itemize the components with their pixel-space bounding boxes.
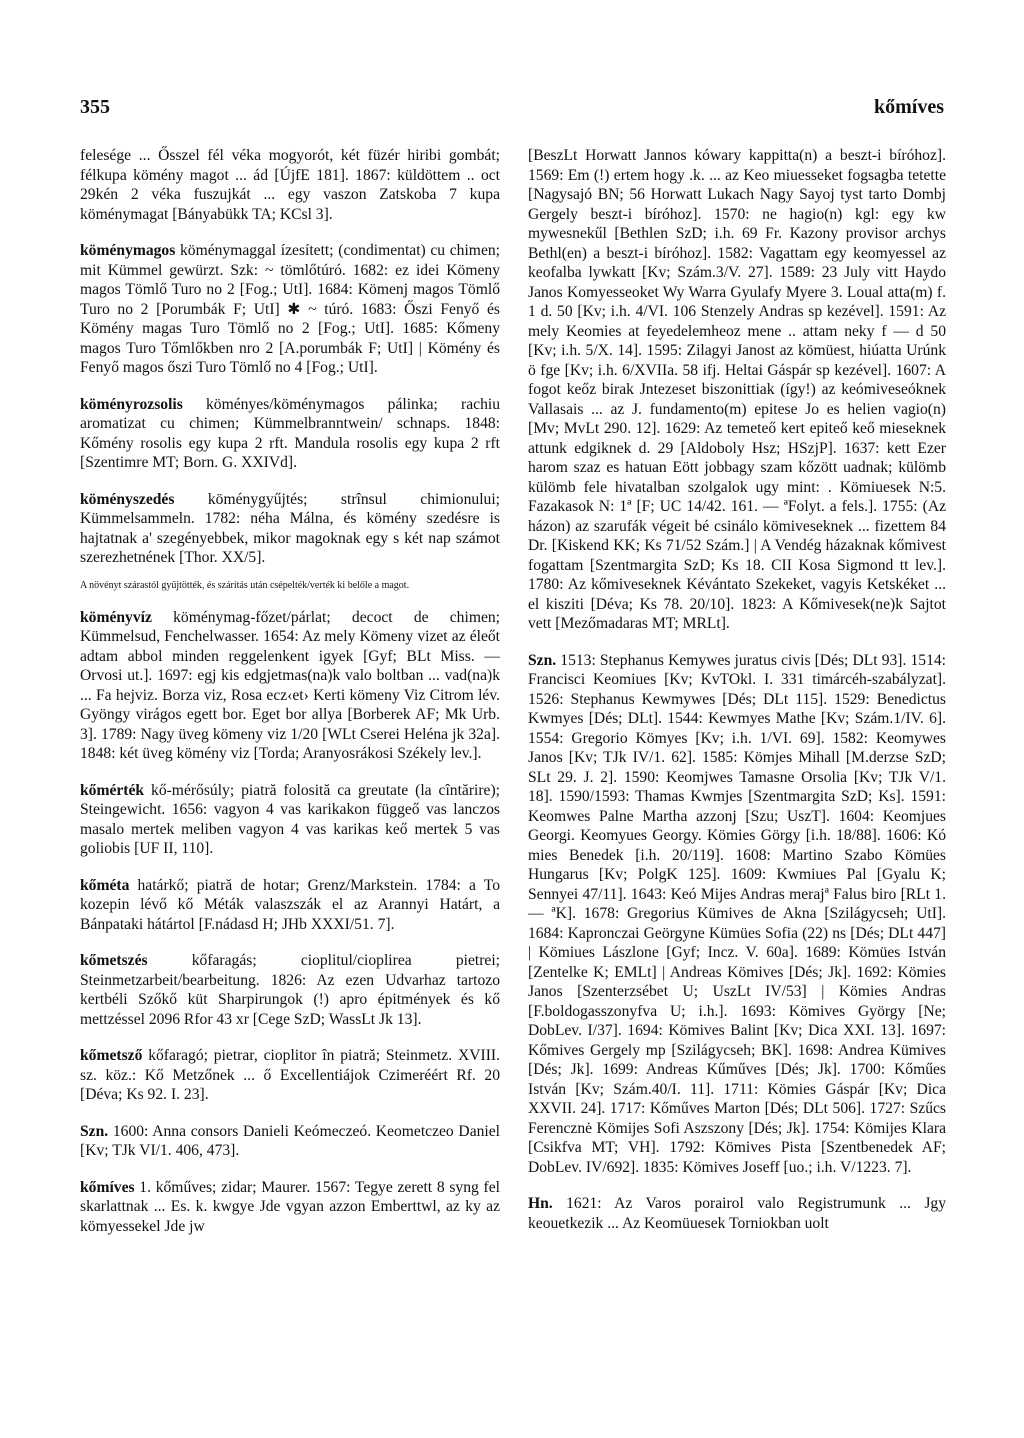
entry-text: kőfaragás; cioplitul/cioplirea pietrei; Steinmetzarbeit/bearbeitung. 1826: Az ezen Udvarhaz tartozo kertbéli Szőkő küt Sharpirungok (!) apro épitmények és kő mettzéssel 2096 Rfor 43 xr [Cege SzD; WassLt Jk 13].: [80, 952, 500, 1028]
entry-note: [80, 579, 500, 592]
entry-text: 1513: Stephanus Kemywes juratus civis [Dés; DLt 93]. 1514: Francisci Keomiues [Kv; KvTOkl. I. 331 timárcéh-szabályzat]. 1526: Stephanus Kewmywes [Dés; DLt 115]. 1529: Benedictus Kwmyes [Dés; DLt]. 1544: Kewmyes Mathe [Kv; Szám.1/IV. 6]. 1554: Gregorio Kömyes [Kv; i.h. 1/VI. 69]. 1582: Keomywes Janos [Kv; TJk IV/1. 62]. 1585: Kömjes Mihall [M.derzse SzD; SLt 29. J. 2]. 1590: Keomjwes Tamasne Orsolia [Kv; TJk V/1. 18]. 1590/1593: Thamas Kwmjes [Szentmargita SzD; Ks]. 1591: Keomwes Palne Martha azzonj [Szu; UszT]. 1604: Keomjues Georgi. Keomyues Georgy. Kömies Görgy [i.h. 18/88]. 1606: Kó mies Benedek [i.h. 20/119]. 1608: Martino Szabo Kömües Hungarus [Kv; PolgK 125]. 1609: Kwmiues Pal [Gyalu K; Sennyei 47/11]. 1643: Keó Mijes Andras merajª Falus biro [RLt 1. — ªK]. 1678: Gregorius Kümives de Akna [Szilágycseh; UtI]. 1684: Kapronczai Geörgyne Kümües Sofia (22) ns [Dés; DLt 447] | Kömiues Lászlone [Gyf; Incz. V. 60a]. 1689: Kömües István [Zentelke K; EMLt] | Andreas Kömives [Dés; Jk]. 1692: Kömies Janos [Szenterzsébet U; UszLt IV/53] | Kömies Andras [F.boldogasszonyfva U; i.h.]. 1693: Kömives György [Ne; DobLev. I/37]. 1694: Kömives Balint [Kv; Dica XXI. 13]. 1697: Kőmives Gergely mp [Szilágycseh; BK]. 1698: Andrea Kümives [Dés; Jk]. 1699: Andreas Kűműves [Dés; Jk]. 1700: Kőműes István [Kv; Szám.40/I. 11]. 1711: Kömies Gáspár [Kv; Dica XXVII. 24]. 1717: Kőműves Marton [Dés; DLt 506]. 1727: Szűcs Ferencznė Kömijes Sofi Aszszony [Dés; Jk]. 1754: Kömijes Klara [Csikfva MT; VH]. 1792: Kömives Pista [Szentbenedek AF; DobLev. IV/692]. 1835: Kömives Joseff [uo.; i.h. V/1223. 7].: [528, 651, 946, 1176]
dictionary-entry: [528, 146, 946, 634]
dictionary-entry: [528, 1194, 946, 1233]
entry-text: 1. kőműves; zidar; Maurer. 1567: Tegye zerett 8 syng fel skarlattnak ... Es. k. kwgye Jde vgyan azzon Emberttwl, az ky az kömyessekel Jde jw: [80, 1178, 500, 1235]
entry-text: 1600: Anna consors Danieli Keómeczeó. Keometczeo Daniel [Kv; TJk VI/1. 406, 473].: [80, 1122, 500, 1159]
dictionary-entry: [80, 781, 500, 859]
entry-text: A növényt szárastól gyűjtötték, és szárítás után csépelték/verték ki belőle a magot.: [80, 579, 410, 591]
running-head: kőmíves: [874, 96, 944, 118]
entry-headword: kőmetsző: [80, 1047, 143, 1064]
page-header: [80, 96, 944, 130]
entry-headword: Hn.: [528, 1195, 553, 1212]
entry-headword: Szn.: [80, 1122, 109, 1140]
entry-text: köménygyűjtés; strînsul chimionului; Kümmelsammeln. 1782: néha Málna, és kömény szedésre is hajtatnak a' szegényebbek, mikor magoknak egy s két nap számot szerezhetnének [Thor. XX/5].: [80, 490, 500, 566]
dictionary-entry: [528, 651, 946, 1178]
entry-headword: köményvíz: [80, 608, 152, 626]
entry-text: felesége ... Ősszel fél véka mogyorót, két füzér hiribi gombát; félkupa kömény magot ... ád [ÚjfE 181]. 1867: küldöttem .. oct 29kén 2 véka fuszujkát ... egy vaszon Zatskoba 7 kupa köménymagat [Bányabükk TA; KCsl 3].: [80, 147, 500, 223]
entry-headword: köményrozsolis: [80, 395, 183, 413]
page-number: 355: [80, 96, 110, 118]
entry-text: 1621: Az Varos porairol valo Registrumunk ... Jgy keouetkezik ... Az Keomüuesek Torniokban uolt: [528, 1195, 946, 1232]
entry-text: határkő; piatră de hotar; Grenz/Markstein. 1784: a To kozepin lévő kő Méták valaszszák el az Arannyi Határt, a Bánpataki hátártol [F.nádasd H; JHb XXXI/51. 7].: [80, 876, 500, 933]
entry-headword: kőmetszés: [80, 952, 148, 969]
dictionary-entry: [80, 395, 500, 473]
entry-headword: köménymagos: [80, 242, 176, 259]
right-column: [528, 146, 946, 1250]
dictionary-entry: [80, 490, 500, 568]
entry-text: [BeszLt Horwatt Jannos kówary kappitta(n) a beszt-i bíróhoz]. 1569: Em (!) ertem hogy .k. ... az Keo miuesseket fogsagba tetette [Nagysajó BN; 56 Horwatt Lukach Nagy Sayoj tyst tarto Dombj Gergely beszt-i bíróhoz]. 1570: ne hagio(n) kgl: egy kw mywesnekűl [Bethlen SzD; i.h. 69 Fr. Kazony provisor archys Bethl(en) a beszt-i bíróhoz]. 1582: Vagattam egy keomyessel az keofalba lywkatt [Kv; Szám.3/V. 27]. 1589: 23 July vitt Haydo Janos Komyesseoket Wy Warra Gyulafy Myere 3. Loual atta(m) f. 1 d. 50 [Kv; i.h. 4/VI. 106 Stenzely Andras sp kezével]. 1591: Az mely Keomies at feyedelemheoz mene .. attam neky f — d 50 [Kv; i.h. 5/X. 14]. 1595: Zilagyi Janost az kömüest, hiúatta Urúnk ö fge [Kv; i.h. 6/XVIIa. 58 ifj. Heltai Gáspár sp kezével]. 1607: A fogot keőz birak Jntezeset biszonittiak (így!) az keómiveseóknek Vallasais ... az J. fundamento(m) epitese Jo es helien vagio(n) [Mv; MvLt 290. 12]. 1629: Az temeteő kert epiteő keő mieseknek attunk edgiknek d. 29 [Aldoboly Hsz; HSzjP]. 1637: kett Ezer harom szaz es hatuan Eött jobbagy szam kőzött uadnak; külömb külömb fele hivatalban szolgalok ugy mint: . Kömiuesek N:5. Fazakasok N: 1ª [F; UC 14/42. 161. — ªFolyt. a fels.]. 1755: (Az házon) az szarufák végeit bé csinálo kömiveseknek ... fizettem 84 Dr. [Kiskend KK; Ks 71/52 Szám.] | A Vendég házaknak kőmivest fogattam [Szentmargita SzD; Ks 18. CII Kosa Sigmond tt lev.]. 1780: Az kőmiveseknek Kévántato Szekeket, vagyis Ketskéket ... el kisziti [Déva; Ks 78. 20/10]. 1823: A Kőmivesek(ne)k Sajtot vett [Mezőmadaras MT; MRLt].: [528, 147, 946, 632]
entry-headword: Szn.: [528, 651, 557, 669]
entry-text: köménymag-főzet/párlat; decoct de chimen; Kümmelsud, Fenchelwasser. 1654: Az mely Kömeny vizet az éleőt adtam abbol minden reggelenkent igyek [Gyf; BLt Miss. — Orvosi ut.]. 1697: egj kis edgjetmas(na)k valo boltban ... vad(na)k ... Fa hejviz. Borza viz, Rosa ecz‹et› Kerti kömeny Viz Citrom lév. Gyöngy virágos egett bor. Eget bor allya [Borberek AF; Mk Urb. 3]. 1789: Nagy üveg kömeny viz 1/20 [WLt Cserei Heléna jk 32a]. 1848: két üveg kömény viz [Torda; Aranyosrákosi Székely lev.].: [80, 608, 500, 762]
entry-headword: kőmíves: [80, 1178, 135, 1196]
dictionary-entry: [80, 876, 500, 935]
entry-headword: köményszedés: [80, 490, 175, 508]
dictionary-entry: [80, 146, 500, 224]
dictionary-entry: [80, 1122, 500, 1161]
dictionary-entry: [80, 951, 500, 1029]
entry-text: köményes/köménymagos pálinka; rachiu aromatizat cu chimen; Kümmelbranntwein/ schnaps. 1848: Kőmény rosolis egy kupa 2 rft. Mandula rosolis egy kupa 2 rft [Szentimre MT; Born. G. XXIVd].: [80, 395, 500, 471]
dictionary-entry: [80, 241, 500, 378]
entry-headword: kőméta: [80, 876, 130, 894]
entry-headword: kőmérték: [80, 781, 145, 799]
entry-text: kőfaragó; pietrar, cioplitor în piatră; Steinmetz. XVIII. sz. köz.: Kő Metzőnek ... ő Excellentiájok Czimeréért Rf. 20 [Déva; Ks 92. I. 23].: [80, 1047, 500, 1103]
dictionary-entry: [80, 1046, 500, 1105]
entry-text: köménymaggal ízesített; (condimentat) cu chimen; mit Kümmel gewürzt. Szk: ~ tömlőtúró. 1682: ez idei Kömeny magos Tömlő Turo no 2 [Fog.; UtI]. 1684: Kömenj magos Tömlő Turo no 2 [Porumbák F; UtI] ✱ ~ túró. 1683: Őszi Fenyő és Kömény magas Turo Tömlő no 2 [Fog.; UtI]. 1685: Kőmeny magos Turo Tőmlőkben nro 2 [A.porumbák F; UtI] | Kömény és Fenyő magos őszi Turo Tömlő no 4 [Fog.; UtI].: [80, 242, 500, 376]
dictionary-entry: [80, 608, 500, 764]
dictionary-entry: [80, 1178, 500, 1237]
entry-text: kő-mérősúly; piatră folosită ca greutate (la cîntărire); Steingewicht. 1656: vagyon 4 vas karikakon függeő vas lanczos masalo mertek meliben vagyon 4 vas karikas keő mertek 5 vas goliobis [UF II, 110].: [80, 781, 500, 857]
left-column: [80, 146, 500, 1253]
